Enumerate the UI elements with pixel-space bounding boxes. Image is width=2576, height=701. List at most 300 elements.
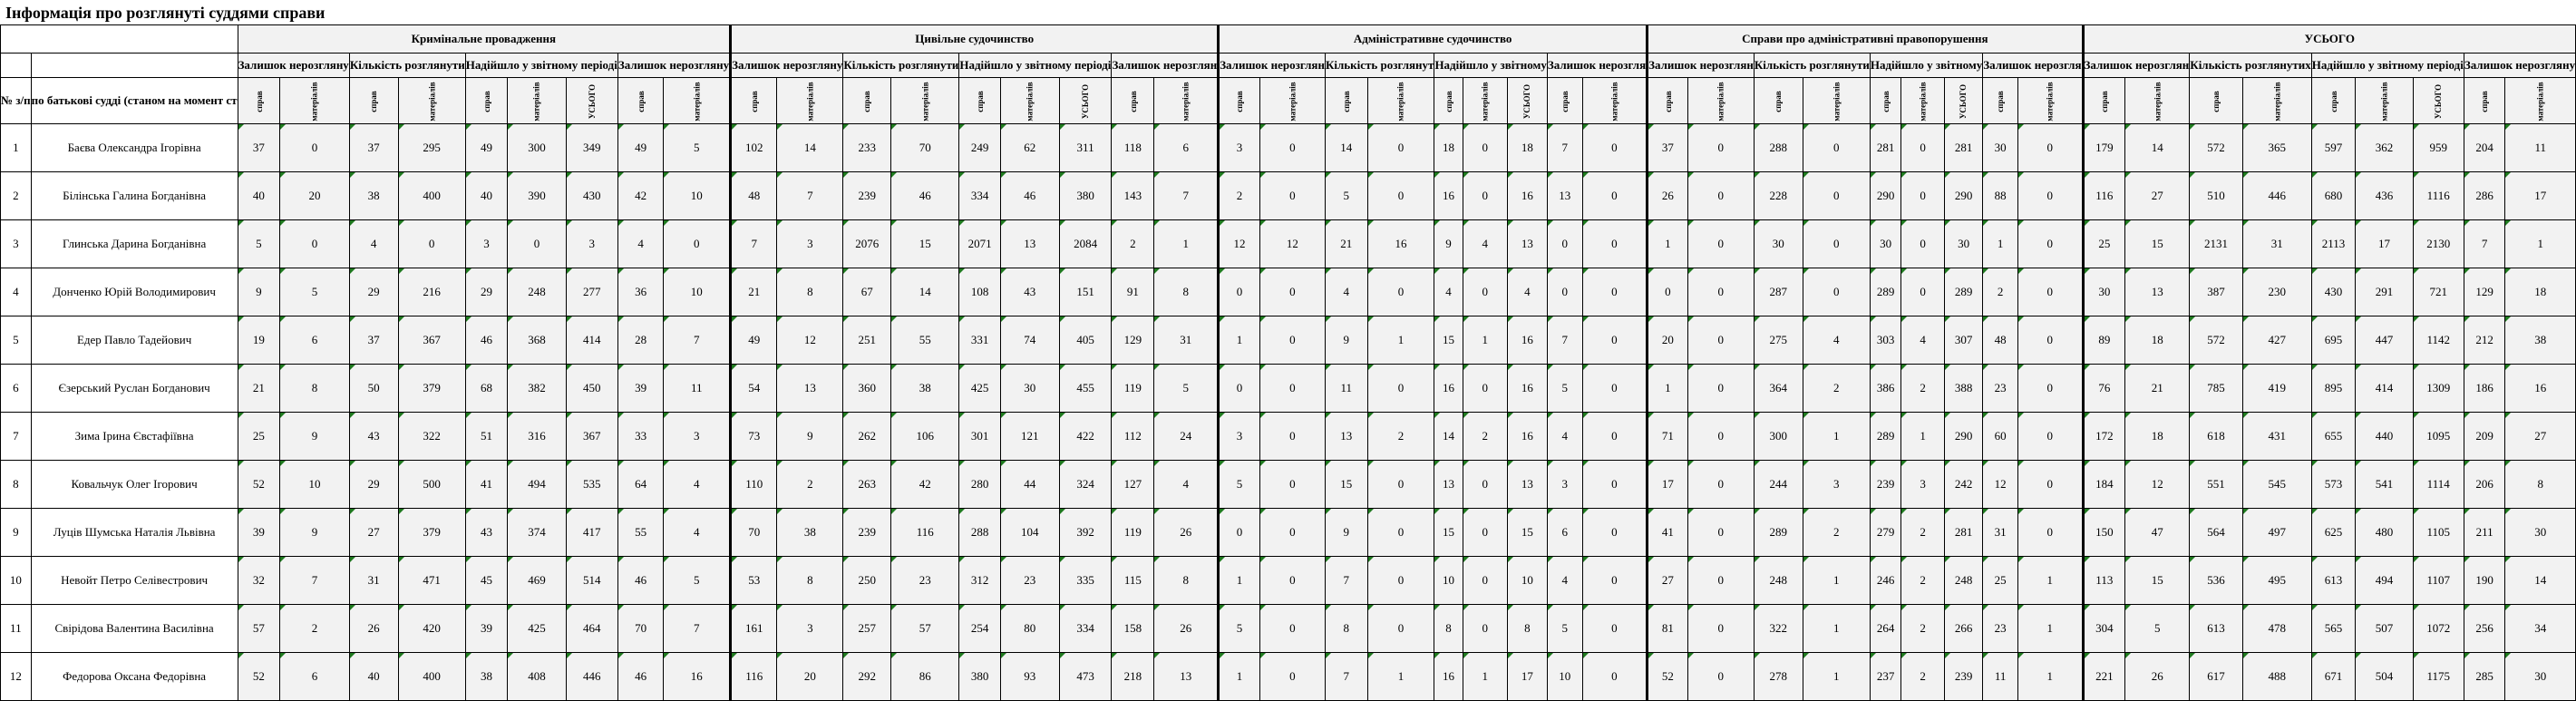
value-cell: 9 <box>777 413 843 461</box>
judge-name: Білінська Галина Богданівна <box>31 172 238 220</box>
value-cell: 0 <box>1582 220 1648 268</box>
value-cell: 5 <box>2125 605 2190 653</box>
subheader: Кількість розглянути <box>349 54 465 78</box>
value-cell: 1114 <box>2413 461 2464 509</box>
value-cell: 414 <box>566 316 617 365</box>
value-cell: 13 <box>1507 461 1547 509</box>
value-cell: 16 <box>1367 220 1434 268</box>
value-cell: 0 <box>1259 172 1325 220</box>
value-cell: 379 <box>398 365 465 413</box>
value-cell: 257 <box>843 605 891 653</box>
value-cell: 291 <box>2356 268 2413 316</box>
value-cell: 0 <box>1687 413 1754 461</box>
column-label-text: справ <box>1341 91 1351 112</box>
column-label-text: справ <box>1560 91 1570 112</box>
table-row <box>1 653 2576 701</box>
value-cell: 209 <box>2464 413 2505 461</box>
value-cell: 1175 <box>2413 653 2464 701</box>
value-cell: 54 <box>731 365 777 413</box>
value-cell: 211 <box>2464 509 2505 557</box>
value-cell: 3 <box>566 220 617 268</box>
value-cell: 0 <box>1901 268 1945 316</box>
value-cell: 5 <box>1219 461 1260 509</box>
table-row <box>1 365 2576 413</box>
value-cell: 382 <box>508 365 566 413</box>
value-cell: 37 <box>349 124 398 172</box>
column-label-cases <box>617 78 664 124</box>
value-cell: 436 <box>2356 172 2413 220</box>
value-cell: 2 <box>1901 509 1945 557</box>
value-cell: 91 <box>1112 268 1154 316</box>
value-cell: 113 <box>2083 557 2125 605</box>
column-label-text: справ <box>862 91 872 112</box>
value-cell: 535 <box>566 461 617 509</box>
value-cell: 68 <box>465 365 508 413</box>
table-row <box>1 172 2576 220</box>
value-cell: 2 <box>280 605 350 653</box>
value-cell: 473 <box>1059 653 1112 701</box>
value-cell: 0 <box>1687 557 1754 605</box>
value-cell: 15 <box>1325 461 1367 509</box>
column-label-text: справ <box>2480 91 2490 112</box>
name-col-top-blank <box>31 54 238 78</box>
value-cell: 2 <box>1219 172 1260 220</box>
value-cell: 88 <box>1983 172 2018 220</box>
value-cell: 93 <box>1000 653 1059 701</box>
row-number: 8 <box>1 461 32 509</box>
value-cell: 45 <box>465 557 508 605</box>
name-header: по батькові судді (станом на момент ст <box>31 78 238 124</box>
value-cell: 179 <box>2083 124 2125 172</box>
value-cell: 9 <box>1434 220 1463 268</box>
value-cell: 4 <box>664 509 731 557</box>
value-cell: 42 <box>891 461 959 509</box>
value-cell: 256 <box>2464 605 2505 653</box>
value-cell: 50 <box>349 365 398 413</box>
column-label-cases <box>2464 78 2505 124</box>
value-cell: 541 <box>2356 461 2413 509</box>
value-cell: 290 <box>1944 413 1982 461</box>
value-cell: 30 <box>1870 220 1900 268</box>
value-cell: 1 <box>1463 653 1507 701</box>
column-label-cases <box>1434 78 1463 124</box>
value-cell: 25 <box>1983 557 2018 605</box>
value-cell: 239 <box>1944 653 1982 701</box>
value-cell: 23 <box>1983 365 2018 413</box>
column-label-text: справ <box>481 91 491 112</box>
value-cell: 290 <box>1870 172 1900 220</box>
value-cell: 507 <box>2356 605 2413 653</box>
value-cell: 0 <box>1463 605 1507 653</box>
value-cell: 2084 <box>1059 220 1112 268</box>
value-cell: 286 <box>2464 172 2505 220</box>
value-cell: 367 <box>566 413 617 461</box>
value-cell: 1107 <box>2413 557 2464 605</box>
value-cell: 42 <box>617 172 664 220</box>
value-cell: 7 <box>1325 557 1367 605</box>
table-row <box>1 461 2576 509</box>
value-cell: 143 <box>1112 172 1154 220</box>
value-cell: 5 <box>1325 172 1367 220</box>
value-cell: 304 <box>2083 605 2125 653</box>
value-cell: 39 <box>465 605 508 653</box>
value-cell: 89 <box>2083 316 2125 365</box>
value-cell: 551 <box>2190 461 2242 509</box>
column-label-text: УСЬОГО <box>587 83 597 120</box>
value-cell: 0 <box>1648 268 1688 316</box>
value-cell: 80 <box>1000 605 1059 653</box>
column-label-cases <box>731 78 777 124</box>
value-cell: 204 <box>2464 124 2505 172</box>
value-cell: 108 <box>959 268 1000 316</box>
value-cell: 1072 <box>2413 605 2464 653</box>
value-cell: 0 <box>1582 124 1648 172</box>
value-cell: 104 <box>1000 509 1059 557</box>
value-cell: 1142 <box>2413 316 2464 365</box>
value-cell: 425 <box>959 365 1000 413</box>
value-cell: 0 <box>2018 220 2084 268</box>
value-cell: 44 <box>1000 461 1059 509</box>
value-cell: 573 <box>2311 461 2356 509</box>
column-label-materials <box>398 78 465 124</box>
value-cell: 40 <box>238 172 280 220</box>
value-cell: 239 <box>843 509 891 557</box>
value-cell: 0 <box>1547 220 1582 268</box>
value-cell: 30 <box>1000 365 1059 413</box>
value-cell: 8 <box>1325 605 1367 653</box>
value-cell: 8 <box>1507 605 1547 653</box>
value-cell: 613 <box>2190 605 2242 653</box>
value-cell: 9 <box>238 268 280 316</box>
column-label-total <box>1507 78 1547 124</box>
value-cell: 27 <box>1648 557 1688 605</box>
value-cell: 2071 <box>959 220 1000 268</box>
value-cell: 13 <box>777 365 843 413</box>
value-cell: 1 <box>2018 653 2084 701</box>
value-cell: 38 <box>2505 316 2576 365</box>
value-cell: 32 <box>238 557 280 605</box>
value-cell: 0 <box>1582 268 1648 316</box>
value-cell: 14 <box>891 268 959 316</box>
value-cell: 510 <box>2190 172 2242 220</box>
value-cell: 324 <box>1059 461 1112 509</box>
column-label-text: матеріалів <box>1396 82 1406 122</box>
value-cell: 13 <box>1154 653 1219 701</box>
value-cell: 2 <box>1983 268 2018 316</box>
value-cell: 281 <box>1944 124 1982 172</box>
value-cell: 7 <box>1154 172 1219 220</box>
value-cell: 21 <box>1325 220 1367 268</box>
value-cell: 12 <box>1219 220 1260 268</box>
value-cell: 380 <box>1059 172 1112 220</box>
value-cell: 0 <box>2018 124 2084 172</box>
value-cell: 5 <box>664 557 731 605</box>
subheader: Надійшло у звітному періоді <box>959 54 1112 78</box>
row-number: 9 <box>1 509 32 557</box>
value-cell: 295 <box>398 124 465 172</box>
value-cell: 0 <box>2018 413 2084 461</box>
value-cell: 24 <box>1154 413 1219 461</box>
value-cell: 10 <box>1434 557 1463 605</box>
column-label-text: матеріалів <box>805 82 815 122</box>
table-row <box>1 220 2576 268</box>
value-cell: 1095 <box>2413 413 2464 461</box>
value-cell: 9 <box>1325 509 1367 557</box>
value-cell: 536 <box>2190 557 2242 605</box>
value-cell: 0 <box>1687 316 1754 365</box>
value-cell: 430 <box>566 172 617 220</box>
value-cell: 417 <box>566 509 617 557</box>
value-cell: 0 <box>1803 172 1870 220</box>
value-cell: 38 <box>777 509 843 557</box>
value-cell: 228 <box>1754 172 1803 220</box>
row-number: 7 <box>1 413 32 461</box>
value-cell: 16 <box>1434 653 1463 701</box>
value-cell: 18 <box>1507 124 1547 172</box>
value-cell: 4 <box>349 220 398 268</box>
value-cell: 680 <box>2311 172 2356 220</box>
value-cell: 0 <box>1367 124 1434 172</box>
value-cell: 161 <box>731 605 777 653</box>
column-label-text: справ <box>2328 91 2338 112</box>
column-label-cases <box>2190 78 2242 124</box>
value-cell: 7 <box>1547 124 1582 172</box>
value-cell: 119 <box>1112 509 1154 557</box>
value-cell: 239 <box>1870 461 1900 509</box>
value-cell: 15 <box>1434 509 1463 557</box>
value-cell: 288 <box>1754 124 1803 172</box>
value-cell: 1 <box>1219 557 1260 605</box>
value-cell: 281 <box>1944 509 1982 557</box>
value-cell: 129 <box>1112 316 1154 365</box>
judge-name: Невойт Петро Селівестрович <box>31 557 238 605</box>
column-label-text: матеріалів <box>427 82 437 122</box>
value-cell: 230 <box>2242 268 2311 316</box>
value-cell: 60 <box>1983 413 2018 461</box>
value-cell: 16 <box>1507 365 1547 413</box>
column-label-cases <box>1547 78 1582 124</box>
value-cell: 251 <box>843 316 891 365</box>
column-label-total <box>2413 78 2464 124</box>
value-cell: 5 <box>238 220 280 268</box>
value-cell: 1 <box>1803 413 1870 461</box>
value-cell: 46 <box>1000 172 1059 220</box>
value-cell: 0 <box>1901 172 1945 220</box>
column-label-text: матеріалів <box>692 82 702 122</box>
row-number: 3 <box>1 220 32 268</box>
value-cell: 17 <box>1507 653 1547 701</box>
value-cell: 0 <box>1367 461 1434 509</box>
value-cell: 242 <box>1944 461 1982 509</box>
column-label-cases <box>959 78 1000 124</box>
value-cell: 33 <box>617 413 664 461</box>
value-cell: 37 <box>349 316 398 365</box>
value-cell: 15 <box>1434 316 1463 365</box>
value-cell: 400 <box>398 172 465 220</box>
column-label-text: матеріалів <box>1832 82 1842 122</box>
value-cell: 115 <box>1112 557 1154 605</box>
value-cell: 221 <box>2083 653 2125 701</box>
subheader: Надійшло у звітному періоді <box>2311 54 2464 78</box>
value-cell: 127 <box>1112 461 1154 509</box>
value-cell: 43 <box>349 413 398 461</box>
value-cell: 26 <box>1648 172 1688 220</box>
value-cell: 625 <box>2311 509 2356 557</box>
column-label-materials <box>280 78 350 124</box>
value-cell: 0 <box>1582 653 1648 701</box>
value-cell: 0 <box>1259 365 1325 413</box>
value-cell: 112 <box>1112 413 1154 461</box>
value-cell: 248 <box>1944 557 1982 605</box>
judge-name: Зима Ірина Євстафіївна <box>31 413 238 461</box>
value-cell: 25 <box>2083 220 2125 268</box>
value-cell: 49 <box>465 124 508 172</box>
subheader: Надійшло у звітному <box>1434 54 1547 78</box>
value-cell: 360 <box>843 365 891 413</box>
value-cell: 16 <box>1434 172 1463 220</box>
value-cell: 280 <box>959 461 1000 509</box>
value-cell: 374 <box>508 509 566 557</box>
value-cell: 4 <box>1463 220 1507 268</box>
value-cell: 15 <box>2125 220 2190 268</box>
value-cell: 2076 <box>843 220 891 268</box>
value-cell: 0 <box>1367 605 1434 653</box>
value-cell: 3 <box>777 220 843 268</box>
value-cell: 695 <box>2311 316 2356 365</box>
column-label-materials <box>2018 78 2084 124</box>
value-cell: 0 <box>1259 461 1325 509</box>
value-cell: 289 <box>1870 268 1900 316</box>
value-cell: 1 <box>1367 316 1434 365</box>
value-cell: 0 <box>2018 316 2084 365</box>
value-cell: 48 <box>1983 316 2018 365</box>
value-cell: 721 <box>2413 268 2464 316</box>
column-label-materials <box>2356 78 2413 124</box>
subheader: Надійшло у звітному періоді <box>465 54 617 78</box>
value-cell: 17 <box>1648 461 1688 509</box>
value-cell: 440 <box>2356 413 2413 461</box>
value-cell: 0 <box>1219 268 1260 316</box>
column-label-cases <box>1325 78 1367 124</box>
value-cell: 2 <box>1901 653 1945 701</box>
value-cell: 86 <box>891 653 959 701</box>
value-cell: 565 <box>2311 605 2356 653</box>
value-cell: 0 <box>2018 365 2084 413</box>
value-cell: 40 <box>349 653 398 701</box>
value-cell: 301 <box>959 413 1000 461</box>
value-cell: 250 <box>843 557 891 605</box>
column-label-cases <box>1112 78 1154 124</box>
value-cell: 3 <box>664 413 731 461</box>
value-cell: 233 <box>843 124 891 172</box>
column-label-text: матеріалів <box>531 82 541 122</box>
value-cell: 365 <box>2242 124 2311 172</box>
column-label-cases <box>1754 78 1803 124</box>
value-cell: 4 <box>1547 557 1582 605</box>
value-cell: 237 <box>1870 653 1900 701</box>
value-cell: 49 <box>617 124 664 172</box>
value-cell: 23 <box>891 557 959 605</box>
value-cell: 206 <box>2464 461 2505 509</box>
subheader: Кількість розглянутих <box>2190 54 2311 78</box>
column-label-text: справ <box>1444 91 1453 112</box>
value-cell: 39 <box>238 509 280 557</box>
value-cell: 12 <box>1983 461 2018 509</box>
value-cell: 300 <box>1754 413 1803 461</box>
value-cell: 4 <box>1901 316 1945 365</box>
value-cell: 495 <box>2242 557 2311 605</box>
column-label-cases <box>1219 78 1260 124</box>
column-label-materials <box>891 78 959 124</box>
table-row <box>1 268 2576 316</box>
value-cell: 5 <box>1219 605 1260 653</box>
column-label-text: справ <box>1881 91 1891 112</box>
value-cell: 121 <box>1000 413 1059 461</box>
value-cell: 2 <box>1803 509 1870 557</box>
value-cell: 0 <box>1259 413 1325 461</box>
column-label-text: справ <box>1234 91 1244 112</box>
group-header: Кримінальне провадження <box>238 25 731 54</box>
value-cell: 9 <box>280 509 350 557</box>
value-cell: 0 <box>2018 461 2084 509</box>
value-cell: 67 <box>843 268 891 316</box>
value-cell: 27 <box>2125 172 2190 220</box>
value-cell: 4 <box>1154 461 1219 509</box>
value-cell: 0 <box>1687 220 1754 268</box>
value-cell: 447 <box>2356 316 2413 365</box>
value-cell: 248 <box>1754 557 1803 605</box>
value-cell: 116 <box>731 653 777 701</box>
value-cell: 3 <box>1219 413 1260 461</box>
value-cell: 388 <box>1944 365 1982 413</box>
column-label-text: справ <box>1774 91 1784 112</box>
value-cell: 425 <box>508 605 566 653</box>
value-cell: 129 <box>2464 268 2505 316</box>
subheader: Кількість розглянут <box>1325 54 1434 78</box>
value-cell: 3 <box>777 605 843 653</box>
value-cell: 46 <box>617 653 664 701</box>
row-number: 6 <box>1 365 32 413</box>
value-cell: 455 <box>1059 365 1112 413</box>
value-cell: 4 <box>1547 413 1582 461</box>
value-cell: 959 <box>2413 124 2464 172</box>
column-label-text: матеріалів <box>1288 82 1298 122</box>
value-cell: 8 <box>2505 461 2576 509</box>
column-label-total <box>1944 78 1982 124</box>
value-cell: 278 <box>1754 653 1803 701</box>
table-row <box>1 413 2576 461</box>
column-label-materials <box>1901 78 1945 124</box>
value-cell: 597 <box>2311 124 2356 172</box>
column-label-text: справ <box>1128 91 1138 112</box>
value-cell: 20 <box>777 653 843 701</box>
value-cell: 1 <box>1803 605 1870 653</box>
value-cell: 116 <box>2083 172 2125 220</box>
value-cell: 7 <box>2464 220 2505 268</box>
value-cell: 488 <box>2242 653 2311 701</box>
value-cell: 0 <box>1463 365 1507 413</box>
value-cell: 471 <box>398 557 465 605</box>
value-cell: 0 <box>1259 268 1325 316</box>
value-cell: 281 <box>1870 124 1900 172</box>
value-cell: 39 <box>617 365 664 413</box>
value-cell: 106 <box>891 413 959 461</box>
value-cell: 36 <box>617 268 664 316</box>
value-cell: 3 <box>1219 124 1260 172</box>
value-cell: 26 <box>1154 509 1219 557</box>
value-cell: 277 <box>566 268 617 316</box>
column-label-materials <box>1259 78 1325 124</box>
